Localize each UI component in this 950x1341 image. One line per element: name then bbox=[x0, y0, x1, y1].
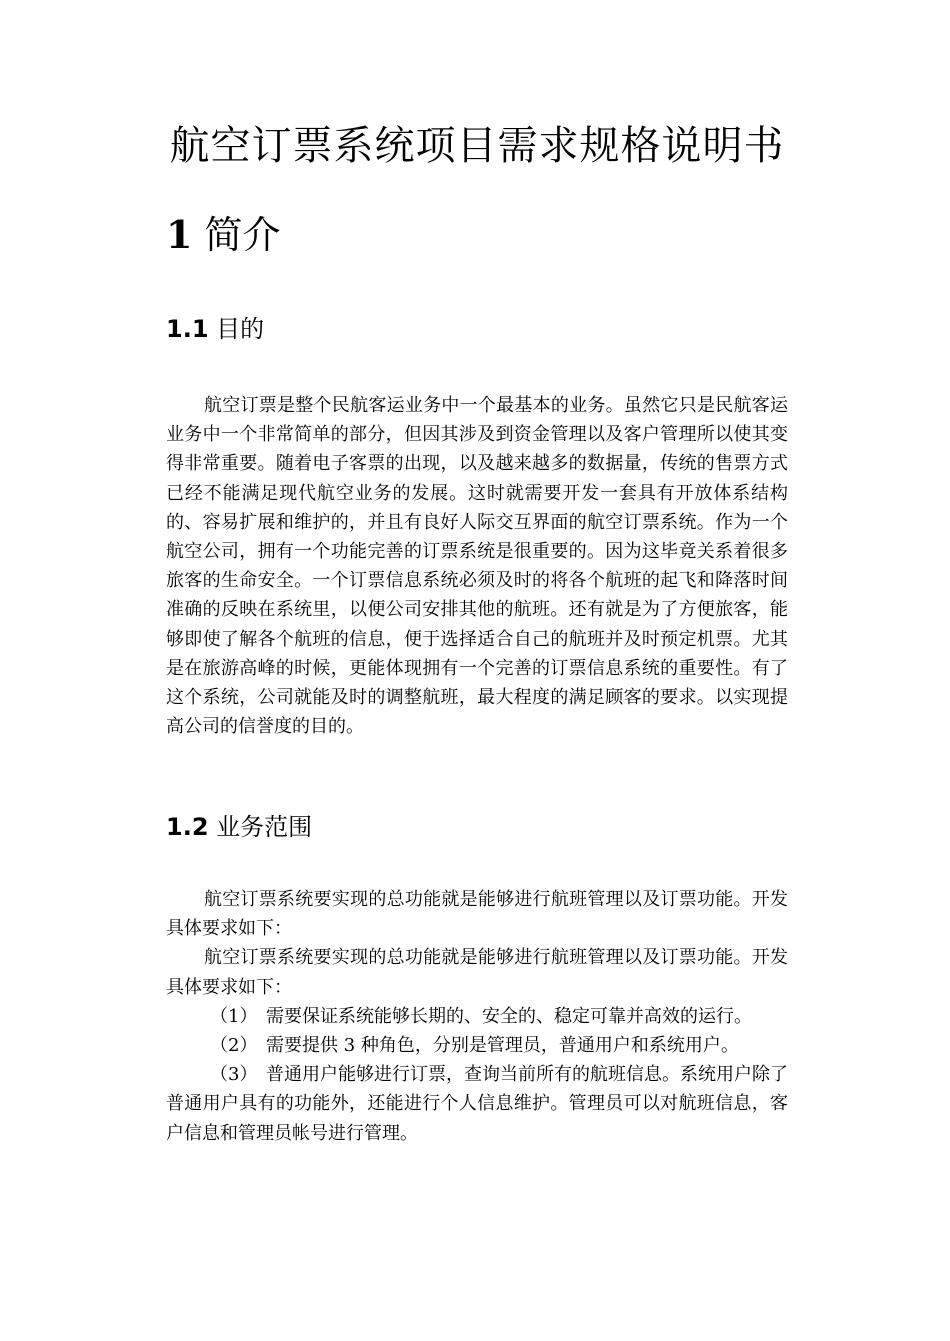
scope-intro-paragraph: 航空订票系统要实现的总功能就是能够进行航班管理以及订票功能。开发具体要求如下： bbox=[166, 889, 788, 940]
requirement-item-1 bbox=[166, 1002, 788, 1031]
list-marker: （1） bbox=[210, 1005, 258, 1027]
document-title: 航空订票系统项目需求规格说明书 bbox=[169, 123, 785, 169]
section-heading-purpose bbox=[166, 312, 264, 346]
requirement-text: 需要提供 3 种角色，分别是管理员，普通用户和系统用户。 bbox=[266, 1035, 739, 1057]
purpose-paragraph: 航空订票是整个民航客运业务中一个最基本的业务。虽然它只是民航客运业务中一个非常简单的部分，但因其涉及到资金管理以及客户管理所以使其变得非常重要。随着电子客票的出现，以及越来越多的数据量，传统的售票方式已经不能满足现代航空业务的发展。这时就需要开发一套具有开放体系结构的、容易扩展和维护的，并且有良好人际交互界面的航空订票系统。作为一个航空公司，拥有一个功能完善的订票系统是很重要的。因为这毕竟关系着很多旅客的生命安全。一个订票信息系统必须及时的将各个航班的起飞和降落时间准确的反映在系统里，以便公司安排其他的航班。还有就是为了方便旅客，能够即使了解各个航班的信息，便于选择适合自己的航班并及时预定机票。尤其是在旅游高峰的时候，更能体现拥有一个完善的订票信息系统的重要性。有了这个系统，公司就能及时的调整航班，最大程度的满足顾客的要求。以实现提高公司的信誉度的目的。 bbox=[166, 395, 788, 738]
section-title: 目的 bbox=[216, 315, 265, 343]
chapter-heading bbox=[166, 208, 281, 262]
scope-intro-paragraph: 航空订票系统要实现的总功能就是能够进行航班管理以及订票功能。开发具体要求如下： bbox=[166, 947, 788, 998]
requirement-item-2 bbox=[166, 1031, 788, 1060]
section-number: 1.1 bbox=[166, 315, 209, 343]
scope-body bbox=[166, 885, 788, 1148]
section-title: 业务范围 bbox=[216, 813, 313, 841]
section-heading-scope bbox=[166, 810, 312, 844]
list-marker: （2） bbox=[210, 1035, 258, 1057]
section-number: 1.2 bbox=[166, 813, 209, 841]
requirement-text: 需要保证系统能够长期的、安全的、稳定可靠并高效的运行。 bbox=[266, 1005, 752, 1027]
list-marker: （3） bbox=[210, 1064, 258, 1086]
chapter-number: 1 bbox=[166, 212, 193, 257]
requirement-item-3 bbox=[166, 1060, 788, 1148]
requirement-text: 普通用户能够进行订票，查询当前所有的航班信息。系统用户除了普通用户具有的功能外，还能进行个人信息维护。管理员可以对航班信息，客户信息和管理员帐号进行管理。 bbox=[166, 1064, 788, 1144]
chapter-title: 简介 bbox=[204, 213, 281, 257]
